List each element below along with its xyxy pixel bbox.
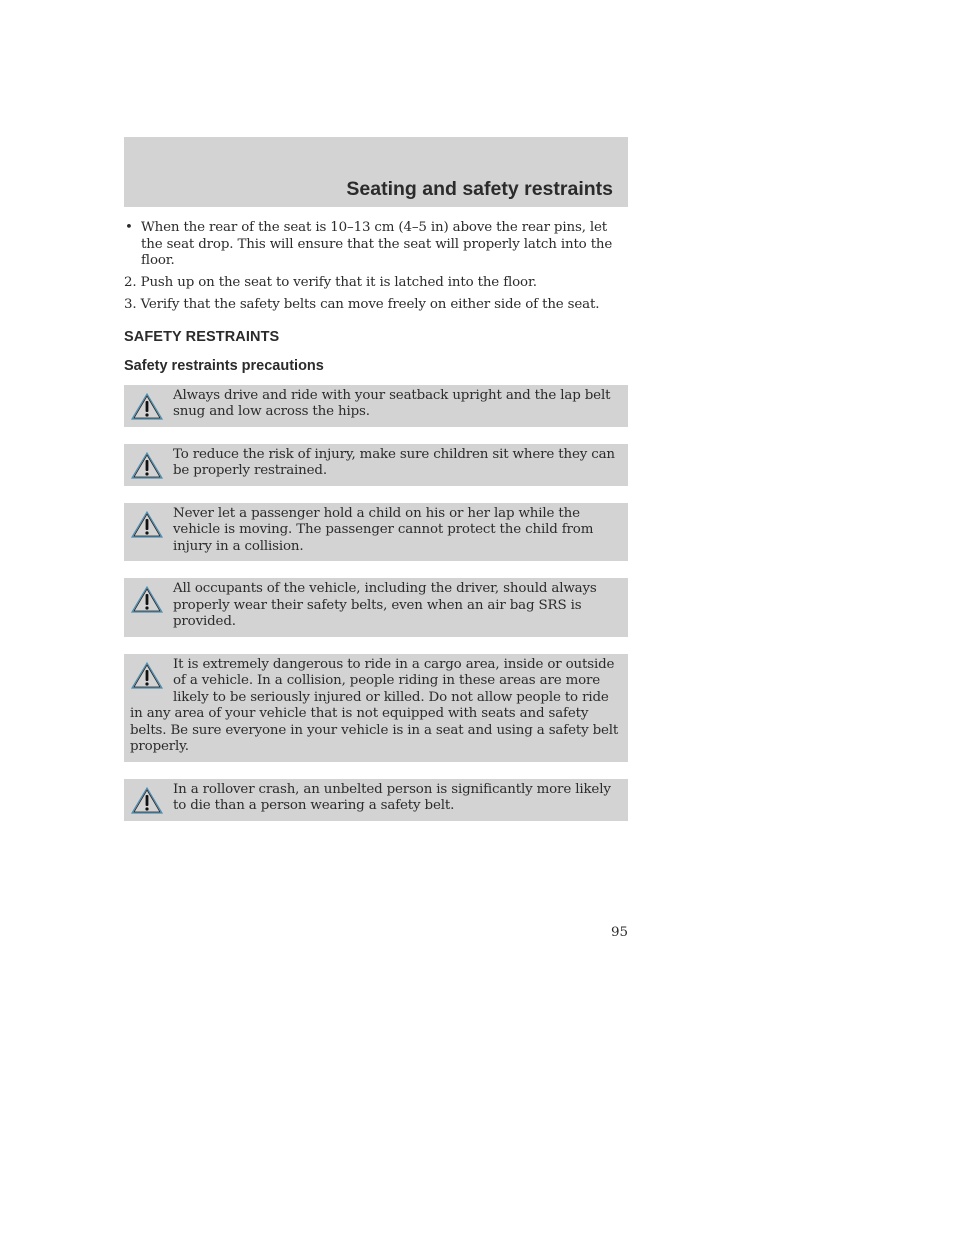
warning-box — [124, 654, 628, 762]
warning-box — [124, 385, 628, 427]
warning-box — [124, 779, 628, 821]
warning-text: To reduce the risk of injury, make sure children sit where they can be properly restrained. — [173, 446, 615, 478]
warning-triangle-icon — [130, 451, 164, 483]
warning-list — [124, 385, 628, 821]
warning-triangle-icon — [130, 392, 164, 424]
step-3: 3. Verify that the safety belts can move freely on either side of the seat. — [124, 297, 600, 312]
page-content — [124, 220, 628, 838]
warning-box — [124, 578, 628, 637]
warning-text: In a rollover crash, an unbelted person is significantly more likely to die than a person wearing a safety belt. — [173, 781, 611, 813]
step-2: 2. Push up on the seat to verify that it is latched into the floor. — [124, 274, 537, 290]
warning-triangle-icon — [130, 510, 164, 542]
warning-box — [124, 444, 628, 486]
page-number: 95 — [610, 925, 628, 940]
warning-text: Never let a passenger hold a child on his or her lap while the vehicle is moving. The passenger cannot protect the child from injury in a collision. — [173, 505, 594, 554]
warning-box — [124, 503, 628, 562]
section-subheading: Safety restraints precautions — [124, 357, 324, 374]
chapter-header-band — [124, 137, 628, 207]
warning-text: It is extremely dangerous to ride in a cargo area, inside or outside of a vehicle. In a collision, people riding in these areas are more likely to be seriously injured or killed. Do not allow people to ride in any area of your vehicle that is not equipped with seats and safety belts. Be sure everyone in your vehicle is in a seat and using a safety belt properly. — [130, 656, 619, 754]
warning-text: Always drive and ride with your seatback upright and the lap belt snug and low across the hips. — [173, 387, 611, 419]
bullet-instruction — [124, 220, 628, 270]
warning-triangle-icon — [130, 786, 164, 818]
warning-triangle-icon — [130, 585, 164, 617]
warning-text: All occupants of the vehicle, including the driver, should always properly wear their safety belts, even when an air bag SRS is provided. — [173, 581, 597, 629]
warning-triangle-icon — [130, 661, 164, 693]
chapter-title: Seating and safety restraints — [346, 178, 613, 200]
bullet-instruction-text: When the rear of the seat is 10–13 cm (4–5 in) above the rear pins, let the seat drop. This will ensure that the seat will properly latch into the floor. — [141, 220, 613, 268]
section-heading: SAFETY RESTRAINTS — [124, 328, 280, 345]
bullet-marker: • — [125, 220, 133, 235]
